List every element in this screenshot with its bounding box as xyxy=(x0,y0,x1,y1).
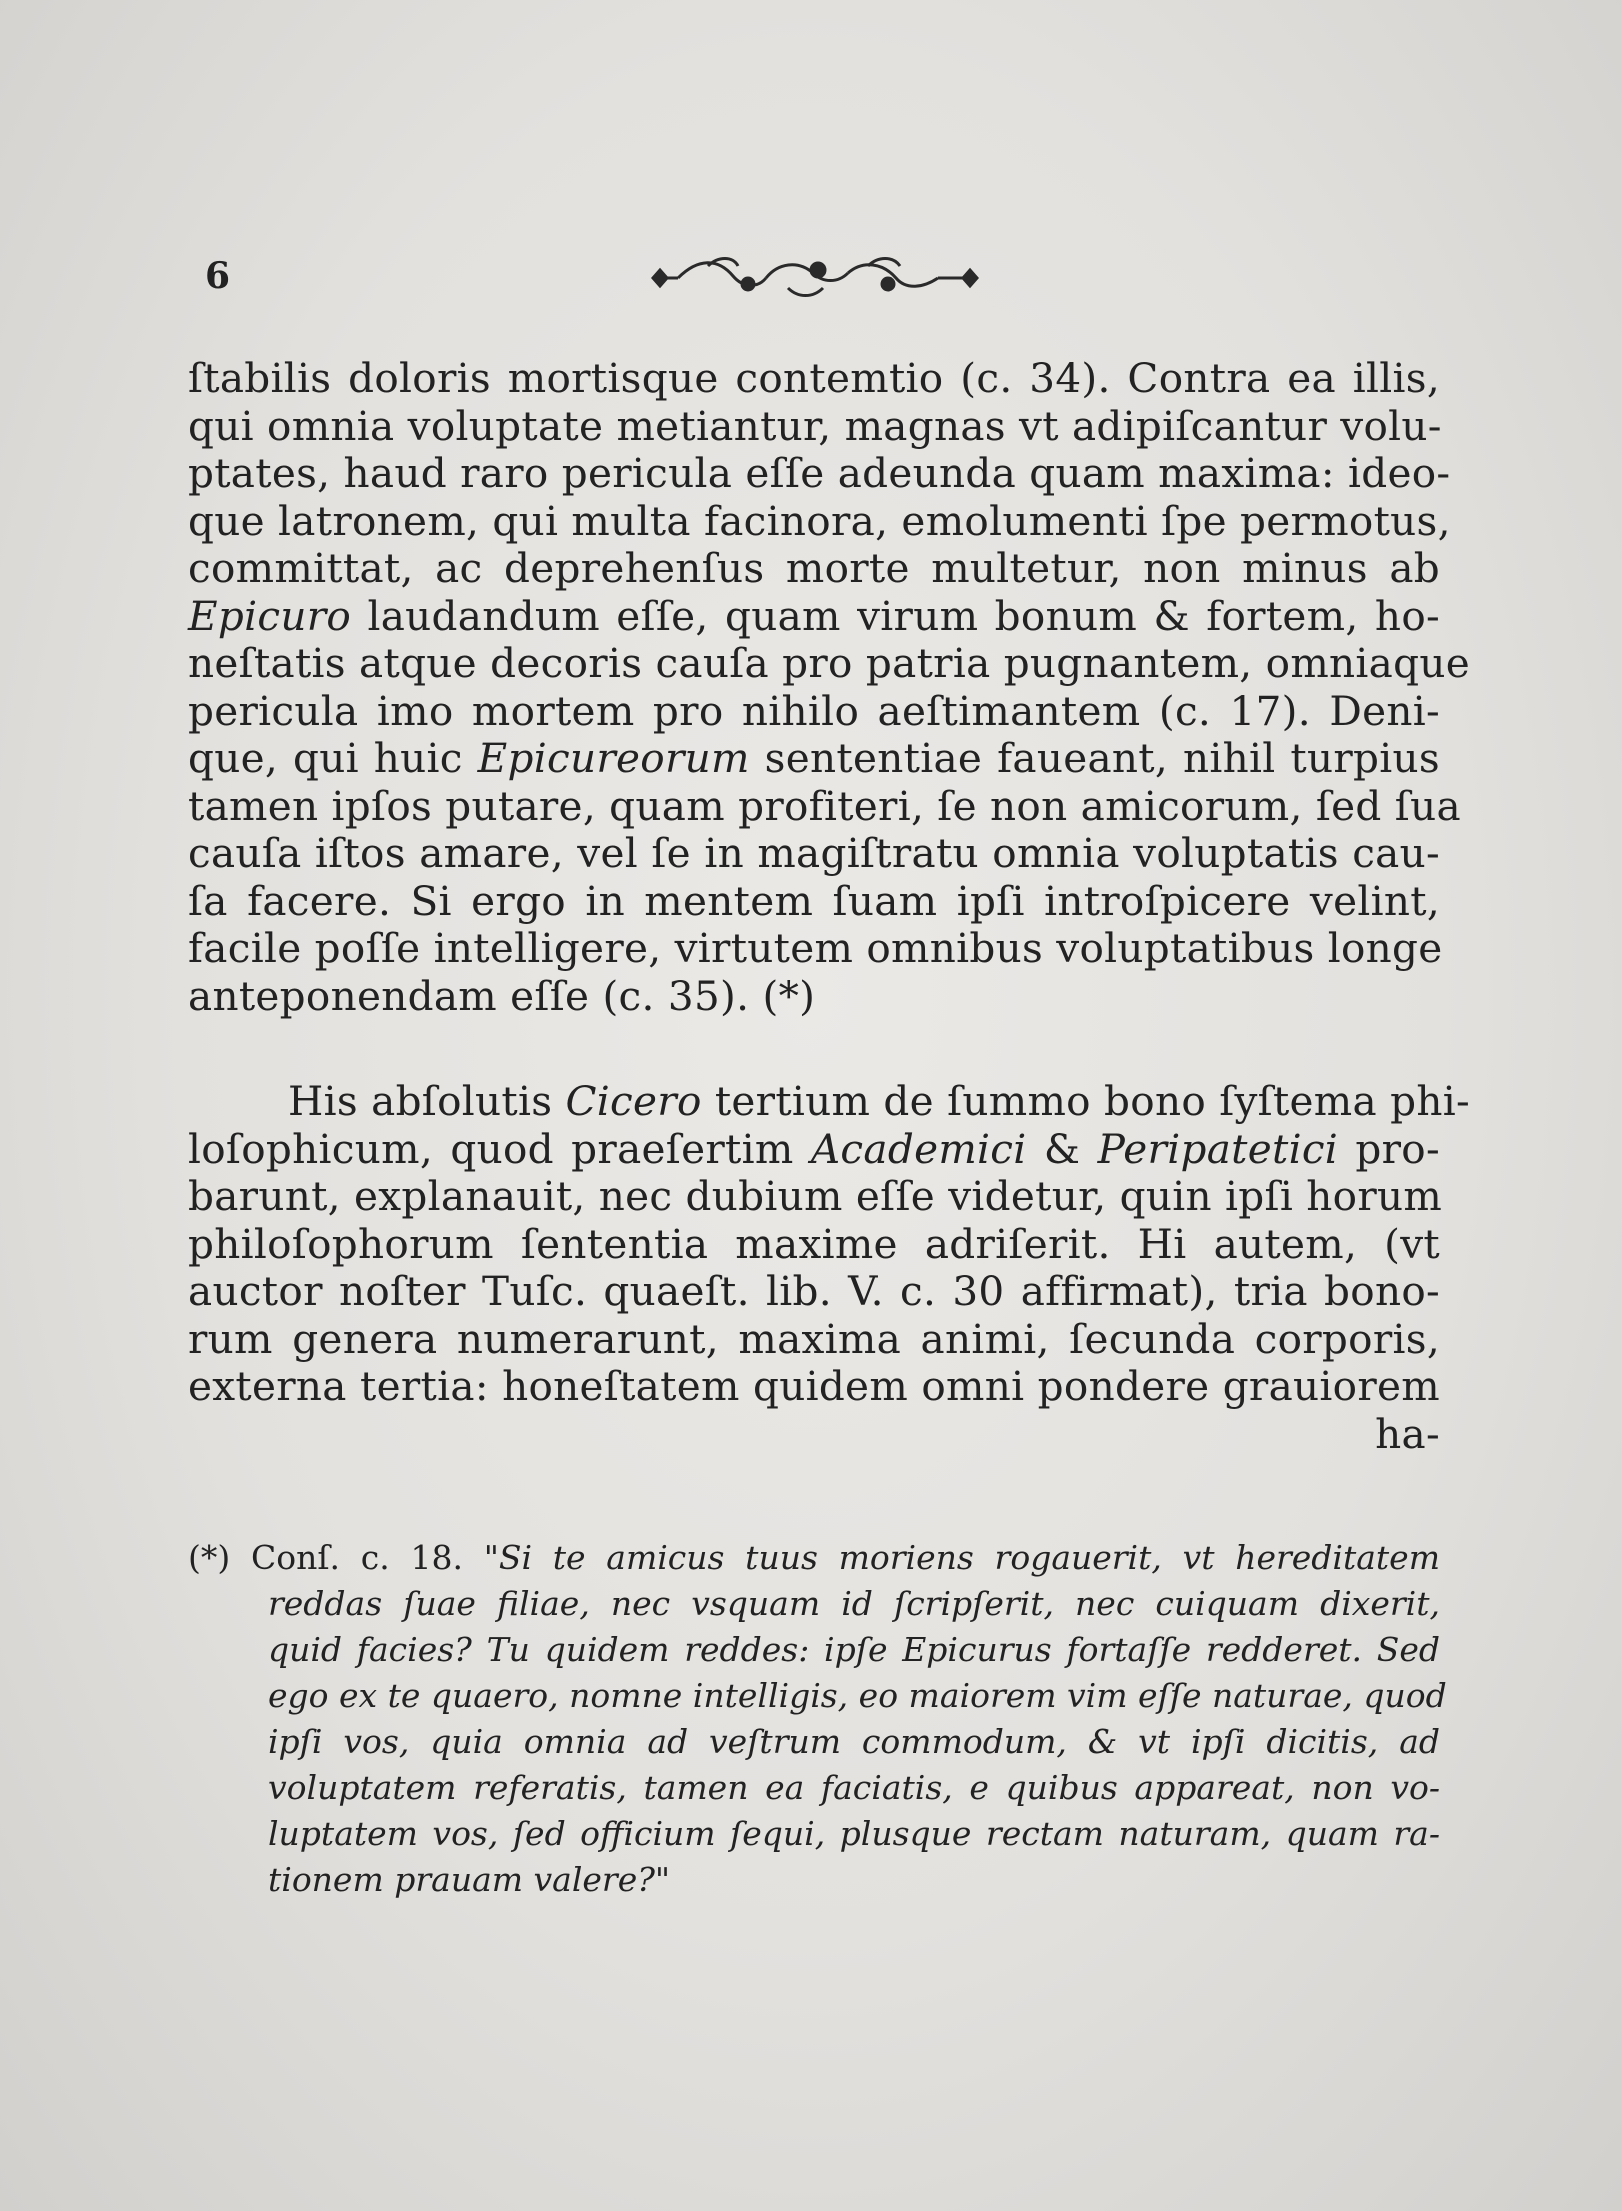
italic-name: Peripatetici xyxy=(1097,1124,1339,1173)
catchword: ha- xyxy=(1375,1409,1440,1458)
text-line: pericula imo mortem pro nihilo aeſtimantem (c. 17). Deni- xyxy=(188,686,1440,735)
page-number: 6 xyxy=(205,255,231,297)
footnote-line: ego ex te quaero, nomne intelligis, eo maiorem vim eſſe naturae, quod xyxy=(268,1676,1447,1715)
footnote-line xyxy=(188,1535,1440,1581)
footnote-line: luptatem vos, ſed officium ſequi, plusque rectam naturam, quam ra- xyxy=(268,1814,1440,1853)
decorative-ornament xyxy=(638,248,998,308)
footnote-line: voluptatem referatis, tamen ea faciatis, e quibus appareat, non vo- xyxy=(268,1768,1440,1807)
text-line xyxy=(188,735,1440,783)
text-fragment: laudandum eſſe, quam virum bonum & fortem, ho- xyxy=(367,591,1440,640)
text-line: barunt, explanauit, nec dubium eſſe videtur, quin ipſi horum xyxy=(188,1172,1443,1220)
text-line: tamen ipſos putare, quam profiteri, ſe non amicorum, ſed ſua xyxy=(188,781,1461,830)
text-line: cauſa iſtos amare, vel ſe in magiſtratu omnia voluptatis cau- xyxy=(188,829,1440,877)
footnote-line: reddas ſuae filiae, nec vsquam id ſcripſerit, nec cuiquam dixerit, xyxy=(268,1584,1440,1623)
footnote-marker: (*) Conſ. c. 18. xyxy=(188,1538,463,1577)
text-fragment: His abſolutis xyxy=(288,1077,553,1125)
text-line: ſa facere. Si ergo in mentem ſuam ipſi introſpicere velint, xyxy=(188,876,1440,925)
text-line xyxy=(188,1077,1470,1126)
footnote-line: ipſi vos, quia omnia ad veſtrum commodum, & vt ipſi dicitis, ad xyxy=(268,1722,1440,1761)
text-line: anteponendam eſſe (c. 35). (*) xyxy=(188,971,816,1020)
text-line xyxy=(188,593,1440,641)
text-fragment: loſophicum, quod praeſertim xyxy=(188,1124,794,1173)
text-line: que latronem, qui multa facinora, emolumenti ſpe permotus, xyxy=(188,496,1451,545)
italic-name: Epicuro xyxy=(188,591,352,640)
italic-name: Academici xyxy=(810,1124,1027,1173)
text-line xyxy=(188,1126,1440,1174)
footnote xyxy=(188,1535,1447,1903)
text-fragment: & xyxy=(1043,1124,1081,1173)
text-fragment: que, qui huic xyxy=(188,734,463,782)
text-fragment: tertium de ſummo bono ſyſtema phi- xyxy=(714,1077,1470,1125)
text-line: ſtabilis doloris mortisque contemtio (c. 34). Contra ea illis, xyxy=(188,354,1440,402)
text-line: philoſophorum ſententia maxime adriſerit. Hi autem, (vt xyxy=(188,1219,1440,1268)
text-fragment: "Si te amicus tuus moriens rogauerit, vt hereditatem xyxy=(483,1538,1440,1577)
footnote-line: quid facies? Tu quidem reddes: ipſe Epicurus fortaſſe redderet. Sed xyxy=(268,1630,1440,1669)
text-line: neſtatis atque decoris cauſa pro patria pugnantem, omniaque xyxy=(188,639,1470,687)
text-line: rum genera numerarunt, maxima animi, ſecunda corporis, xyxy=(188,1314,1440,1363)
text-line: ptates, haud raro pericula eſſe adeunda quam maxima: ideo- xyxy=(188,449,1451,497)
text-fragment: pro- xyxy=(1355,1124,1440,1173)
text-line: externa tertia: honeſtatem quidem omni pondere grauiorem xyxy=(188,1362,1440,1410)
main-text xyxy=(188,354,1470,1458)
text-line: qui omnia voluptate metiantur, magnas vt adipiſcantur volu- xyxy=(188,401,1442,450)
text-fragment: sententiae faueant, nihil turpius xyxy=(764,734,1440,782)
italic-name: Epicureorum xyxy=(477,734,750,782)
text-line: facile poſſe intelligere, virtutem omnibus voluptatibus longe xyxy=(188,924,1443,972)
italic-name: Cicero xyxy=(565,1077,702,1125)
text-line: auctor noſter Tuſc. quaeſt. lib. V. c. 30 affirmat), tria bono- xyxy=(188,1267,1440,1315)
footnote-line: tionem prauam valere?" xyxy=(268,1860,671,1899)
text-line: committat, ac deprehenſus morte multetur, non minus ab xyxy=(188,544,1440,592)
